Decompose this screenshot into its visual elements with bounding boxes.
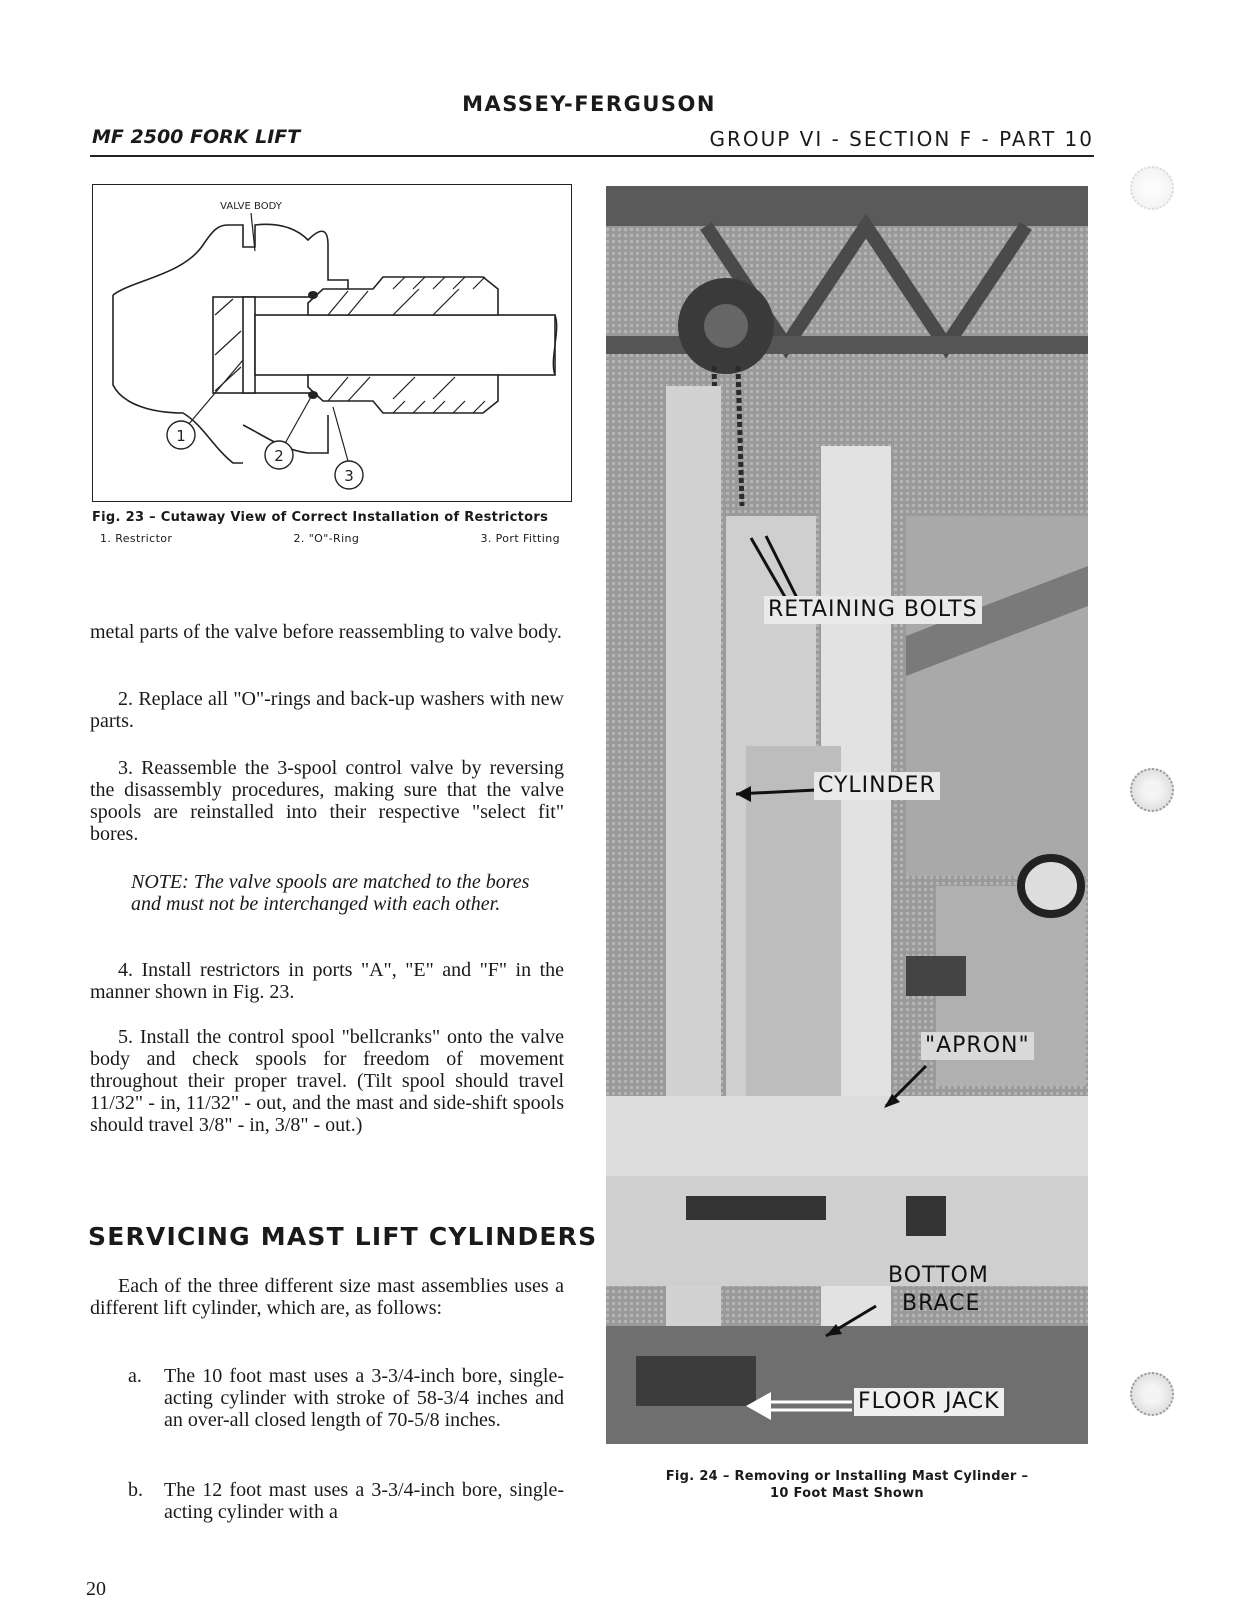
note: NOTE: The valve spools are matched to the bores and must not be interchanged with each other. — [131, 871, 530, 915]
fig23-legend — [100, 532, 560, 545]
label-bottom: BOTTOM — [888, 1263, 989, 1288]
fig24-caption-line1: Fig. 24 – Removing or Installing Mast Cylinder – — [665, 1469, 1029, 1484]
header-rule — [90, 155, 1094, 157]
section-reference: GROUP VI - SECTION F - PART 10 — [709, 127, 1094, 151]
binder-hole-icon — [1130, 166, 1174, 210]
label-apron: "APRON" — [921, 1032, 1034, 1060]
step-4: 4. Install restrictors in ports "A", "E" and "F" in the manner shown in Fig. 23. — [90, 959, 564, 1003]
label-cylinder: CYLINDER — [814, 772, 940, 800]
forklift-photo-illustration — [606, 186, 1088, 1444]
paragraph-continuation: metal parts of the valve before reassembling to valve body. — [90, 621, 562, 643]
step-3: 3. Reassemble the 3-spool control valve by reversing the disassembly procedures, making sure that the valve spools are reinstalled into their respective "select fit" bores. — [90, 757, 564, 845]
fig23-diagram — [92, 184, 572, 502]
callout-3: 3 — [344, 467, 354, 485]
binder-hole-icon — [1130, 768, 1174, 812]
step-2: 2. Replace all "O"-rings and back-up washers with new parts. — [90, 688, 564, 732]
cutaway-drawing — [93, 185, 571, 501]
list-item — [128, 1365, 564, 1431]
fig24-caption-line2: 10 Foot Mast Shown — [770, 1486, 924, 1501]
valve-body-label: VALVE BODY — [220, 201, 282, 212]
label-floor-jack: FLOOR JACK — [854, 1388, 1004, 1416]
section-heading: SERVICING MAST LIFT CYLINDERS — [88, 1222, 598, 1251]
legend-item-port-fitting: 3. Port Fitting — [480, 532, 560, 545]
fig23-caption: Fig. 23 – Cutaway View of Correct Installation of Restrictors — [92, 510, 549, 525]
callout-2: 2 — [274, 447, 284, 465]
model-title: MF 2500 FORK LIFT — [92, 126, 301, 148]
list-item-label: b. — [128, 1479, 143, 1501]
binder-hole-icon — [1130, 1372, 1174, 1416]
fig24-photo — [606, 186, 1088, 1444]
list-item-text: The 10 foot mast uses a 3-3/4-inch bore, single-acting cylinder with stroke of 58-3/4 inches and an over-all closed length of 70-5/8 inches. — [164, 1365, 564, 1431]
label-brace: BRACE — [902, 1291, 981, 1316]
label-retaining-bolts: RETAINING BOLTS — [764, 596, 982, 624]
publisher-title: MASSEY-FERGUSON — [462, 92, 716, 116]
list-item — [128, 1479, 564, 1523]
paragraph-intro: Each of the three different size mast assemblies uses a different lift cylinder, which are, as follows: — [90, 1275, 564, 1319]
page-number: 20 — [86, 1578, 106, 1600]
fig24-caption — [606, 1468, 1088, 1502]
legend-item-restrictor: 1. Restrictor — [100, 532, 173, 545]
list-item-label: a. — [128, 1365, 142, 1387]
callout-1: 1 — [176, 427, 186, 445]
list-item-text: The 12 foot mast uses a 3-3/4-inch bore, single-acting cylinder with a — [164, 1479, 564, 1523]
legend-item-o-ring: 2. "O"-Ring — [293, 532, 360, 545]
step-5: 5. Install the control spool "bellcranks" onto the valve body and check spools for freedom of movement throughout their proper travel. (Tilt spool should travel 11/32" - in, 11/32" - out, and the mast and side-shift spools should travel 3/8" - in, 3/8" - out.) — [90, 1026, 564, 1136]
